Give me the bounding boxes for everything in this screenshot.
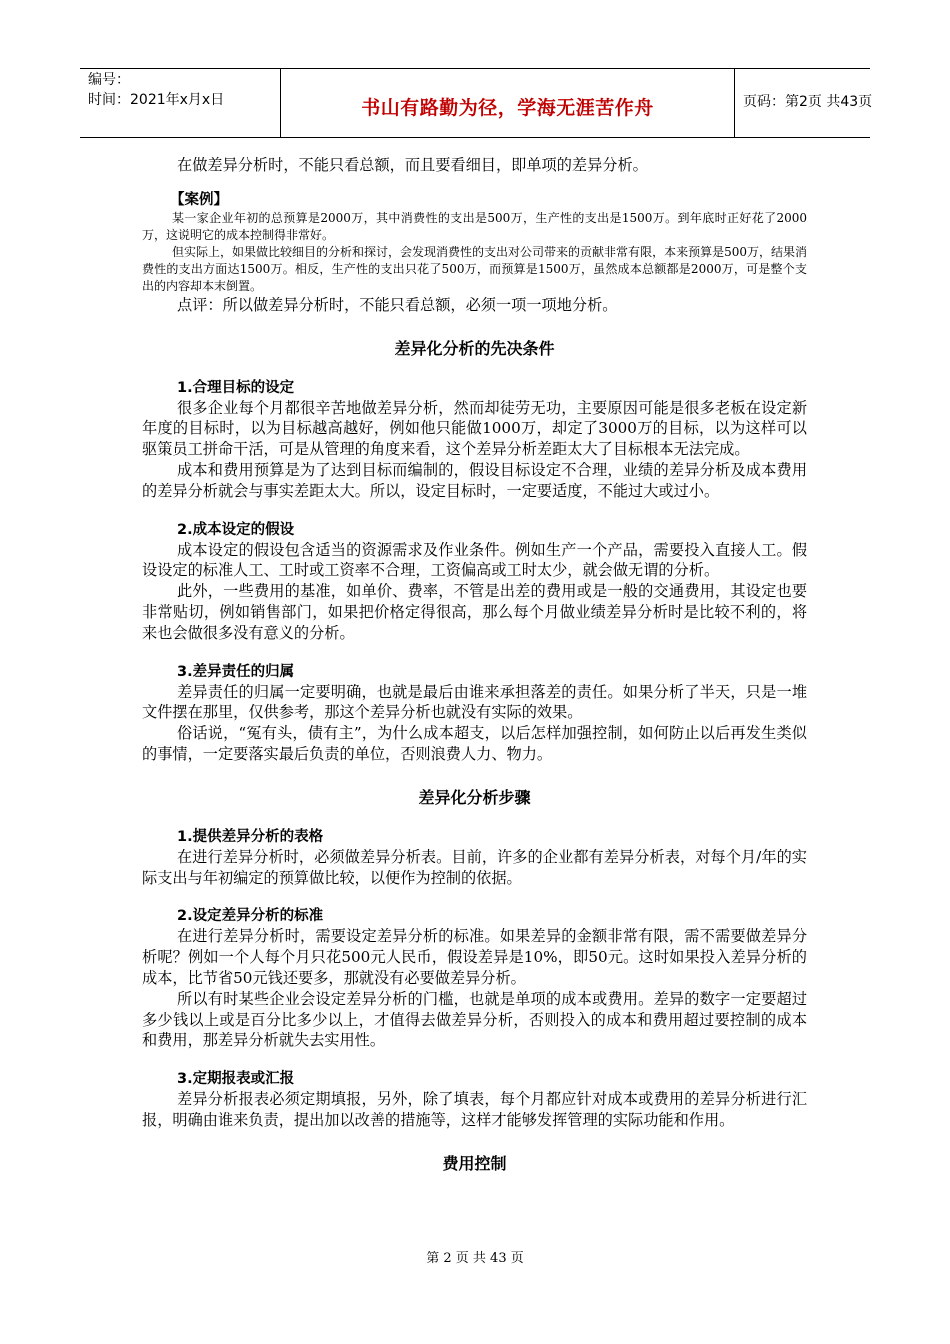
body-paragraph: 差异分析报表必须定期填报，另外，除了填表，每个月都应针对成本或费用的差异分析进行汇报，明确由谁来负责，提出加以改善的措施等，这样才能够发挥管理的实际功能和作用。 — [142, 1090, 807, 1129]
body-paragraph: 在进行差异分析时，需要设定差异分析的标准。如果差异的金额非常有限，需不需要做差异分析呢？例如一个人每个月只花500元人民币，假设差异是10%，即50元。这时如果投入差异分析的成本，比节省50元钱还要多，那就没有必要做差异分析。 — [142, 927, 807, 987]
case-paragraph: 但实际上，如果做比较细目的分析和探讨，会发现消费性的支出对公司带来的贡献非常有限，本来预算是500万，结果消费性的支出方面达1500万。相反，生产性的支出只花了500万，而预算是1500万，虽然成本总额都是2000万，可是整个支出的内容却本末倒置。 — [142, 244, 807, 293]
body-paragraph: 在进行差异分析时，必须做差异分析表。目前，许多的企业都有差异分析表，对每个月/年的实际支出与年初编定的预算做比较，以便作为控制的依据。 — [142, 847, 807, 887]
page-footer: 第 2 页 共 43 页 — [426, 1251, 524, 1266]
section-title: 费用控制 — [442, 1153, 507, 1173]
body-paragraph: 很多企业每个月都很辛苦地做差异分析，然而却徒劳无功，主要原因可能是很多老板在设定新年度的目标时，以为目标越高越好，例如他只能做1000万，却定了3000万的目标，以为这样可以驱策员工拼命干活，可是从管理的角度来看，这个差异分析差距太大了目标根本无法完成。 — [142, 398, 807, 459]
section-title: 差异化分析步骤 — [418, 787, 531, 807]
body-paragraph: 此外，一些费用的基准，如单价、费率，不管是出差的费用或是一般的交通费用，其设定也要非常贴切，例如销售部门，如果把价格定得很高，那么每个月做业绩差异分析时是比较不利的，将来也会做很多没有意义的分析。 — [142, 582, 807, 642]
header-meta-cell — [80, 69, 281, 137]
subsection-heading: 3.差异责任的归属 — [177, 663, 295, 680]
subsection-heading: 2.设定差异分析的标准 — [177, 908, 324, 925]
date-line: 时间：2021年x月x日 — [88, 92, 225, 108]
comment-paragraph: 点评：所以做差异分析时，不能只看总额，必须一项一项地分析。 — [177, 295, 618, 314]
header-table — [80, 68, 873, 138]
page-info: 页码：第2页 共43页 — [743, 94, 873, 110]
body-paragraph: 所以有时某些企业会设定差异分析的门槛，也就是单项的成本或费用。差异的数字一定要超过多少钱以上或是百分比多少以上，才值得去做差异分析，否则投入的成本和费用超过要控制的成本和费用，那差异分析就失去实用性。 — [142, 989, 807, 1050]
body-paragraph: 成本设定的假设包含适当的资源需求及作业条件。例如生产一个产品，需要投入直接人工。假设设定的标准人工、工时或工资率不合理，工资偏高或工时太少，就会做无谓的分析。 — [142, 540, 807, 580]
serial-label: 编号： — [88, 72, 130, 88]
header-page-cell — [735, 69, 873, 137]
case-title: 【案例】 — [170, 191, 228, 208]
subsection-heading: 1.提供差异分析的表格 — [177, 828, 324, 845]
document-body — [142, 155, 807, 1193]
body-paragraph: 成本和费用预算是为了达到目标而编制的，假设目标设定不合理，业绩的差异分析及成本费用的差异分析就会与事实差距太大。所以，设定目标时，一定要适度，不能过大或过小。 — [142, 460, 807, 500]
intro-paragraph: 在做差异分析时，不能只看总额，而且要看细目，即单项的差异分析。 — [177, 156, 648, 174]
subsection-heading: 1.合理目标的设定 — [177, 379, 295, 396]
section-title: 差异化分析的先决条件 — [394, 338, 555, 358]
subsection-heading: 3.定期报表或汇报 — [177, 1071, 295, 1088]
body-paragraph: 差异责任的归属一定要明确，也就是最后由谁来承担落差的责任。如果分析了半天，只是一堆文件摆在那里，仅供参考，那这个差异分析也就没有实际的效果。 — [142, 682, 807, 722]
case-paragraph: 某一家企业年初的总预算是2000万，其中消费性的支出是500万，生产性的支出是1500万。到年底时正好花了2000万，这说明它的成本控制得非常好。 — [142, 210, 807, 242]
body-paragraph: 俗话说，“冤有头，债有主”，为什么成本超支，以后怎样加强控制，如何防止以后再发生类似的事情，一定要落实最后负责的单位，否则浪费人力、物力。 — [142, 724, 807, 763]
motto: 书山有路勤为径，学海无涯苦作舟 — [361, 97, 654, 119]
subsection-heading: 2.成本设定的假设 — [177, 521, 295, 538]
header-motto-cell — [281, 69, 735, 137]
